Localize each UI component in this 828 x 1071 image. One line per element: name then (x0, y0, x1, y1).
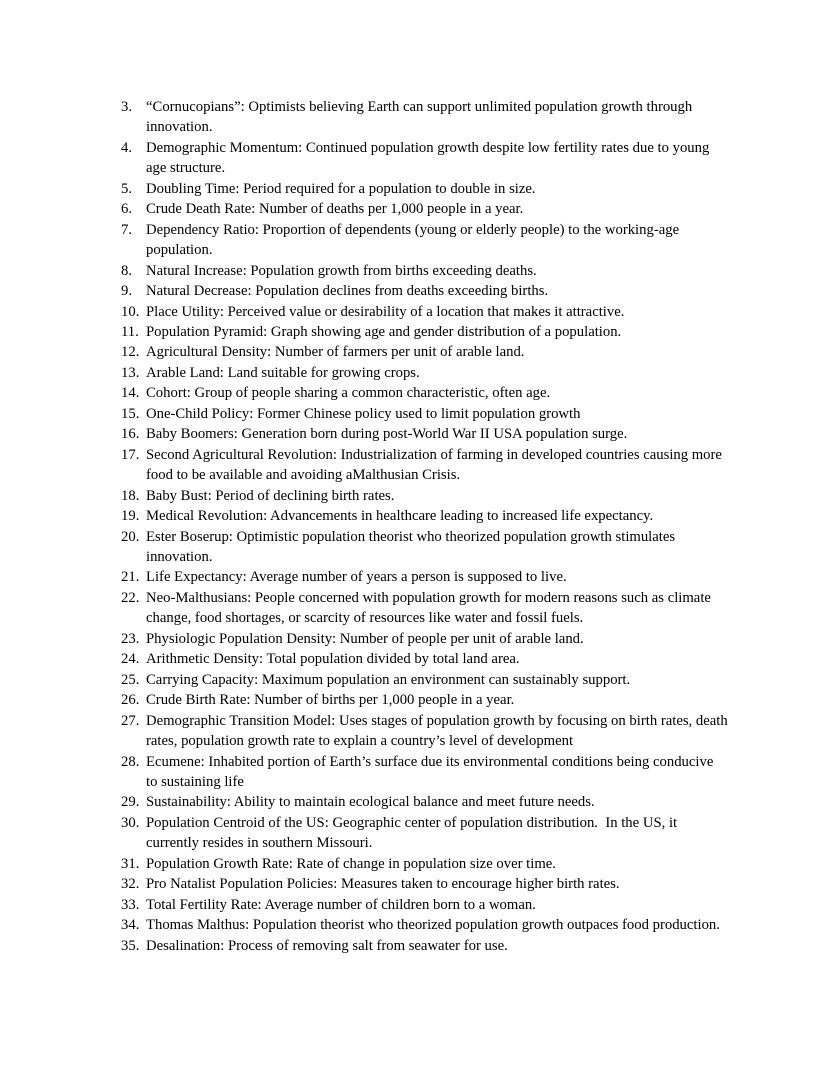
item-text: Thomas Malthus: Population theorist who theorized population growth outpaces food production. (146, 917, 720, 934)
list-item (121, 629, 728, 649)
item-text: Demographic Transition Model: Uses stages of population growth by focusing on birth rates, death rates, population growth rate to explain a country’s level of development (146, 712, 732, 750)
item-number: 16. (121, 426, 140, 443)
item-text: Crude Birth Rate: Number of births per 1,000 people in a year. (146, 692, 515, 709)
item-number: 12. (121, 344, 140, 361)
item-number: 13. (121, 364, 140, 381)
list-item (121, 792, 728, 812)
item-number: 28. (121, 753, 140, 770)
item-text: Desalination: Process of removing salt from seawater for use. (146, 937, 508, 954)
item-number: 10. (121, 303, 140, 320)
item-text: Carrying Capacity: Maximum population an environment can sustainably support. (146, 671, 631, 688)
list-item (121, 588, 728, 629)
list-item (121, 895, 728, 915)
item-text: Population Centroid of the US: Geographic center of population distribution. In the US, it currently resides in southern Missouri. (146, 814, 681, 852)
item-number: 15. (121, 405, 140, 422)
item-number: 35. (121, 937, 140, 954)
item-number: 25. (121, 671, 140, 688)
item-text: Arithmetic Density: Total population divided by total land area. (146, 651, 520, 668)
list-item (121, 179, 728, 199)
item-number: 24. (121, 651, 140, 668)
list-item (121, 527, 728, 568)
item-text: Crude Death Rate: Number of deaths per 1,000 people in a year. (146, 201, 524, 218)
item-number: 27. (121, 712, 140, 729)
list-item (121, 567, 728, 587)
item-number: 34. (121, 917, 140, 934)
list-item (121, 690, 728, 710)
item-number: 3. (121, 99, 133, 115)
item-text: Population Growth Rate: Rate of change in population size over time. (146, 855, 556, 872)
list-item (121, 302, 728, 322)
item-number: 9. (121, 283, 133, 300)
list-item (121, 445, 728, 486)
list-item (121, 506, 728, 526)
list-item (121, 424, 728, 444)
list-item (121, 752, 728, 793)
item-number: 29. (121, 794, 140, 811)
list-item (121, 261, 728, 281)
item-text: Doubling Time: Period required for a population to double in size. (146, 180, 536, 197)
item-number: 32. (121, 876, 140, 893)
item-number: 17. (121, 446, 140, 463)
item-text: Dependency Ratio: Proportion of dependents (young or elderly people) to the working-age population. (146, 221, 683, 259)
list-item (121, 322, 728, 342)
item-text: One-Child Policy: Former Chinese policy used to limit population growth (146, 405, 581, 422)
list-item (121, 97, 728, 138)
item-number: 7. (121, 221, 133, 238)
list-item (121, 363, 728, 383)
item-text: Ester Boserup: Optimistic population theorist who theorized population growth stimulates innovation. (146, 528, 679, 565)
item-number: 6. (121, 201, 133, 218)
list-item (121, 138, 728, 179)
item-text: Natural Decrease: Population declines from deaths exceeding births. (146, 283, 549, 300)
item-text: Arable Land: Land suitable for growing crops. (146, 364, 420, 381)
item-text: “Cornucopians”: Optimists believing Earth can support unlimited population growth through innovation. (146, 99, 696, 136)
list-item (121, 854, 728, 874)
item-text: Agricultural Density: Number of farmers per unit of arable land. (146, 344, 525, 361)
list-item (121, 199, 728, 219)
item-number: 5. (121, 180, 133, 197)
list-item (121, 711, 732, 752)
list-item (121, 874, 728, 894)
item-number: 26. (121, 692, 140, 709)
item-text: Physiologic Population Density: Number of people per unit of arable land. (146, 630, 584, 647)
list-item (121, 649, 728, 669)
item-text: Total Fertility Rate: Average number of children born to a woman. (146, 896, 536, 913)
item-number: 4. (121, 139, 133, 156)
list-item (121, 936, 728, 956)
item-text: Baby Bust: Period of declining birth rates. (146, 487, 395, 504)
item-number: 23. (121, 630, 140, 647)
item-number: 19. (121, 508, 140, 525)
list-item (121, 915, 728, 935)
list-item (121, 281, 728, 301)
list-item (121, 220, 728, 261)
item-text: Population Pyramid: Graph showing age and gender distribution of a population. (146, 323, 622, 340)
item-text: Ecumene: Inhabited portion of Earth’s surface due its environmental conditions being conducive to sustaining life (146, 753, 718, 790)
list-item (121, 404, 728, 424)
item-number: 8. (121, 262, 133, 279)
item-text: Place Utility: Perceived value or desirability of a location that makes it attractive. (146, 303, 625, 320)
item-text: Baby Boomers: Generation born during post-World War II USA population surge. (146, 426, 628, 443)
item-text: Cohort: Group of people sharing a common characteristic, often age. (146, 385, 551, 402)
item-number: 20. (121, 528, 140, 545)
item-text: Sustainability: Ability to maintain ecological balance and meet future needs. (146, 794, 595, 811)
item-number: 14. (121, 385, 140, 402)
definition-list (121, 97, 732, 956)
list-item (121, 383, 728, 403)
list-item (121, 342, 728, 362)
item-text: Demographic Momentum: Continued population growth despite low fertility rates due to young age structure. (146, 139, 714, 177)
item-text: Natural Increase: Population growth from births exceeding deaths. (146, 262, 537, 279)
item-text: Life Expectancy: Average number of years a person is supposed to live. (146, 569, 567, 586)
item-text: Medical Revolution: Advancements in healthcare leading to increased life expectancy. (146, 508, 654, 525)
item-text: Second Agricultural Revolution: Industrialization of farming in developed countries causing more food to be available and avoiding aMalthusian Crisis. (146, 446, 726, 484)
list-item (121, 813, 728, 854)
item-text: Pro Natalist Population Policies: Measures taken to encourage higher birth rates. (146, 876, 620, 893)
list-item (121, 670, 728, 690)
item-text: Neo-Malthusians: People concerned with population growth for modern reasons such as climate change, food shortages, or scarcity of resources like water and fossil fuels. (146, 589, 715, 627)
list-item (121, 486, 728, 506)
item-number: 31. (121, 855, 140, 872)
item-number: 18. (121, 487, 140, 504)
document-content (121, 97, 732, 956)
item-number: 33. (121, 896, 140, 913)
item-number: 21. (121, 569, 140, 586)
item-number: 30. (121, 814, 140, 831)
item-number: 22. (121, 589, 140, 606)
item-number: 11. (121, 323, 139, 340)
